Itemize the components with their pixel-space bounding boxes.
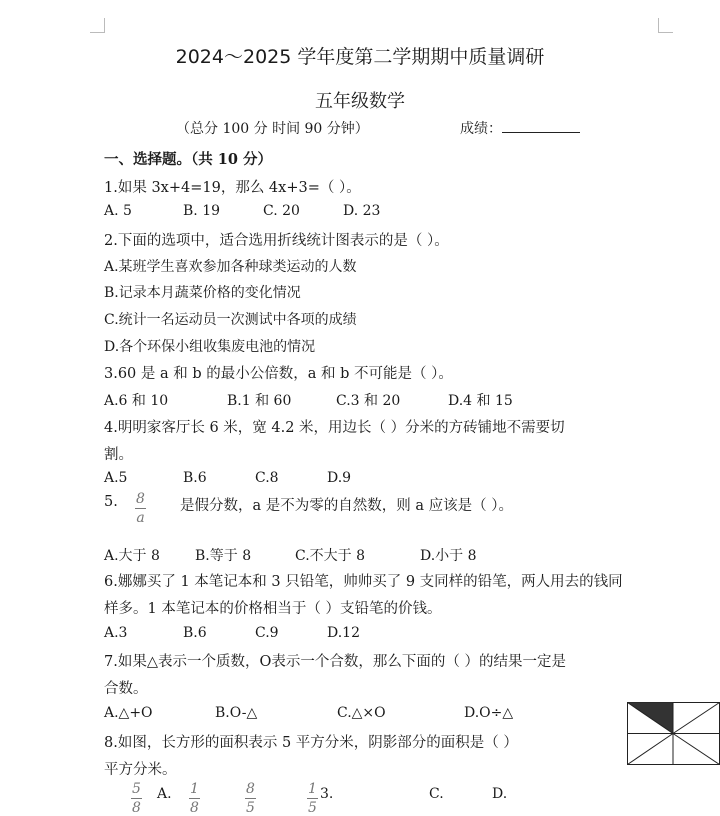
q2-option-c[interactable]: C.统计一名运动员一次测试中各项的成绩 [104,312,357,328]
exam-info: （总分 100 分 时间 90 分钟） [176,121,369,137]
question-8-stem: 8.如图，长方形的面积表示 5 平方分米，阴影部分的面积是（ ） [104,735,518,751]
q8-fraction-4-numerator: 1 [308,781,317,797]
q7-option-a[interactable]: A.△+O [104,705,153,721]
q1-option-b[interactable]: B. 19 [183,203,221,219]
q6-option-b[interactable]: B.6 [183,625,207,641]
q5-option-d[interactable]: D.小于 8 [420,548,477,564]
exam-subject: 五年级数学 [315,91,405,112]
q1-option-a[interactable]: A. 5 [104,203,132,219]
q8-fraction-4 [307,782,318,815]
q1-option-d[interactable]: D. 23 [343,203,381,219]
q7-option-d[interactable]: D.O÷△ [464,705,514,721]
q8-option-d[interactable]: D. [492,786,508,802]
q2-option-b[interactable]: B.记录本月蔬菜价格的变化情况 [104,285,301,301]
fraction-bar [131,798,142,799]
q3-option-b[interactable]: B.1 和 60 [227,393,292,409]
question-7-stem: 7.如果△表示一个质数，O表示一个合数，那么下面的（ ）的结果一定是 [104,654,566,670]
corner-mark-left [90,18,105,33]
fraction-bar [245,798,256,799]
section-heading: 一、选择题。（共 10 分） [104,151,273,168]
q3-option-d[interactable]: D.4 和 15 [448,393,513,409]
score-field[interactable] [460,118,580,138]
q1-option-c[interactable]: C. 20 [263,203,300,219]
q7-option-b[interactable]: B.O-△ [215,705,258,721]
q8-fraction-4-denominator: 5 [308,800,317,816]
question-1-stem: 1.如果 3x+4=19，那么 4x+3=（ ）。 [104,180,361,196]
q5-option-b[interactable]: B.等于 8 [195,548,252,564]
question-3-stem: 3.60 是 a 和 b 的最小公倍数，a 和 b 不可能是（ ）。 [104,366,453,382]
q7-option-c[interactable]: C.△×O [337,705,386,721]
question-7-stem-cont: 合数。 [104,681,148,697]
question-6-stem: 6.娜娜买了 1 本笔记本和 3 只铅笔，帅帅买了 9 支同样的铅笔，两人用去的钱同 [104,574,623,590]
q5-fraction-numerator: 8 [136,491,145,507]
q5-option-a[interactable]: A.大于 8 [104,548,160,564]
question-4-stem: 4.明明家客厅长 6 米，宽 4.2 米，用边长（ ）分米的方砖铺地不需要切 [104,420,565,436]
q2-option-d[interactable]: D.各个环保小组收集废电池的情况 [104,339,316,355]
q8-fraction-2 [189,782,200,815]
q8-option-b[interactable]: 3. [320,786,334,802]
q2-option-a[interactable]: A.某班学生喜欢参加各种球类运动的人数 [104,259,357,275]
q8-fraction-1 [131,782,142,815]
q5-option-c[interactable]: C.不大于 8 [295,548,366,564]
q6-option-a[interactable]: A.3 [104,625,128,641]
q8-fraction-3-numerator: 8 [246,781,255,797]
fraction-bar [307,798,318,799]
q8-rectangle-figure [627,702,720,766]
q4-option-a[interactable]: A.5 [104,470,128,486]
q8-fraction-3 [245,782,256,815]
q4-option-b[interactable]: B.6 [183,470,207,486]
q8-option-a[interactable]: A. [157,786,172,802]
question-6-stem-cont: 样多。1 本笔记本的价格相当于（ ）支铅笔的价钱。 [104,601,442,617]
q4-option-c[interactable]: C.8 [255,470,279,486]
question-4-stem-cont: 割。 [104,447,133,463]
q4-option-d[interactable]: D.9 [327,470,352,486]
q3-option-a[interactable]: A.6 和 10 [104,393,169,409]
fraction-bar [135,508,146,509]
q6-option-c[interactable]: C.9 [255,625,279,641]
score-blank[interactable] [502,120,580,133]
q6-option-d[interactable]: D.12 [327,625,360,641]
q3-option-c[interactable]: C.3 和 20 [336,393,401,409]
question-5-number: 5. [104,494,118,510]
q8-fraction-2-denominator: 8 [190,800,199,816]
question-8-stem-cont: 平方分米。 [104,762,177,778]
exam-title: 2024～2025 学年度第二学期期中质量调研 [175,46,545,68]
q5-fraction-denominator: a [136,510,145,526]
score-label: 成绩： [460,121,502,137]
q8-option-c[interactable]: C. [429,786,444,802]
q8-fraction-1-denominator: 8 [132,800,141,816]
fraction-bar [189,798,200,799]
question-5-stem: 是假分数，a 是不为零的自然数，则 a 应该是（ ）。 [180,498,513,514]
q8-fraction-2-numerator: 1 [190,781,199,797]
corner-mark-right [658,18,673,33]
question-2-stem: 2.下面的选项中，适合选用折线统计图表示的是（ ）。 [104,233,449,249]
q8-fraction-1-numerator: 5 [132,781,141,797]
q5-fraction [135,492,146,525]
q8-fraction-3-denominator: 5 [246,800,255,816]
